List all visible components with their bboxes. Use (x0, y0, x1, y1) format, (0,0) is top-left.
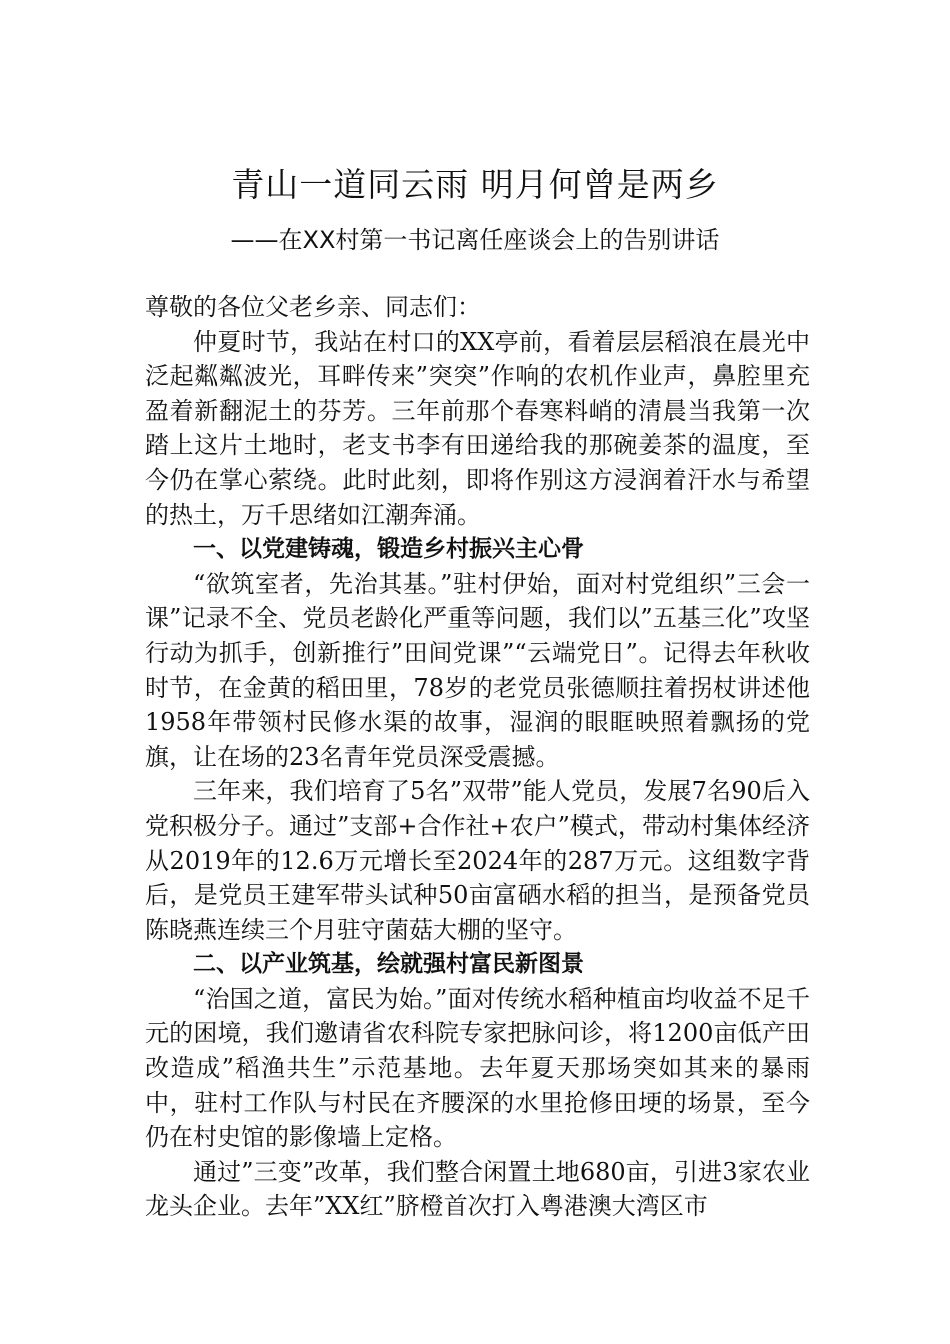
section-heading-industry: 二、以产业筑基，绘就强村富民新图景 (193, 951, 584, 978)
paragraph-opening: 仲夏时节，我站在村口的XX亭前，看着层层稻浪在晨光中泛起粼粼波光，耳畔传来”突突”作响的农机作业声，鼻腔里充盈着新翻泥土的芬芳。三年前那个春寒料峭的清晨当我第一次踏上这片土地时，老支书李有田递给我的那碗姜茶的温度，至今仍在掌心萦绕。此时此刻，即将作别这方浸润着汗水与希望的热土，万千思绪如江潮奔涌。 (145, 327, 810, 529)
section-heading-party-building: 一、以党建铸魂，锻造乡村振兴主心骨 (193, 536, 584, 563)
paragraph-party-building-1: “欲筑室者，先治其基。”驻村伊始，面对村党组织”三会一课”记录不全、党员老龄化严重等问题，我们以”五基三化”攻坚行动为抓手，创新推行”田间党课”“云端党日”。记得去年秋收时节，在金黄的稻田里，78岁的老党员张德顺拄着拐杖讲述他1958年带领村民修水渠的故事，湿润的眼眶映照着飘扬的党旗，让在场的23名青年党员深受震撼。 (145, 569, 810, 771)
salutation: 尊敬的各位父老乡亲、同志们： (145, 293, 481, 321)
document-title: 青山一道同云雨 明月何曾是两乡 (231, 165, 719, 204)
paragraph-party-building-2: 三年来，我们培育了5名”双带”能人党员，发展7名90后入党积极分子。通过”支部+合作社+农户”模式，带动村集体经济从2019年的12.6万元增长至2024年的287万元。这组数字背后，是党员王建军带头试种50亩富硒水稻的担当，是预备党员陈晓燕连续三个月驻守菌菇大棚的坚守。 (145, 777, 810, 944)
speech-body (145, 290, 810, 1224)
document-subtitle: ——在XX村第一书记离任座谈会上的告别讲话 (230, 226, 720, 254)
paragraph-industry-1: “治国之道，富民为始。”面对传统水稻种植亩均收益不足千元的困境，我们邀请省农科院专家把脉问诊，将1200亩低产田改造成”稻渔共生”示范基地。去年夏天那场突如其来的暴雨中，驻村工作队与村民在齐腰深的水里抢修田埂的场景，至今仍在村史馆的影像墙上定格。 (145, 984, 810, 1152)
paragraph-industry-2: 通过”三变”改革，我们整合闲置土地680亩，引进3家农业龙头企业。去年”XX红”脐橙首次打入粤港澳大湾区市 (145, 1157, 810, 1221)
